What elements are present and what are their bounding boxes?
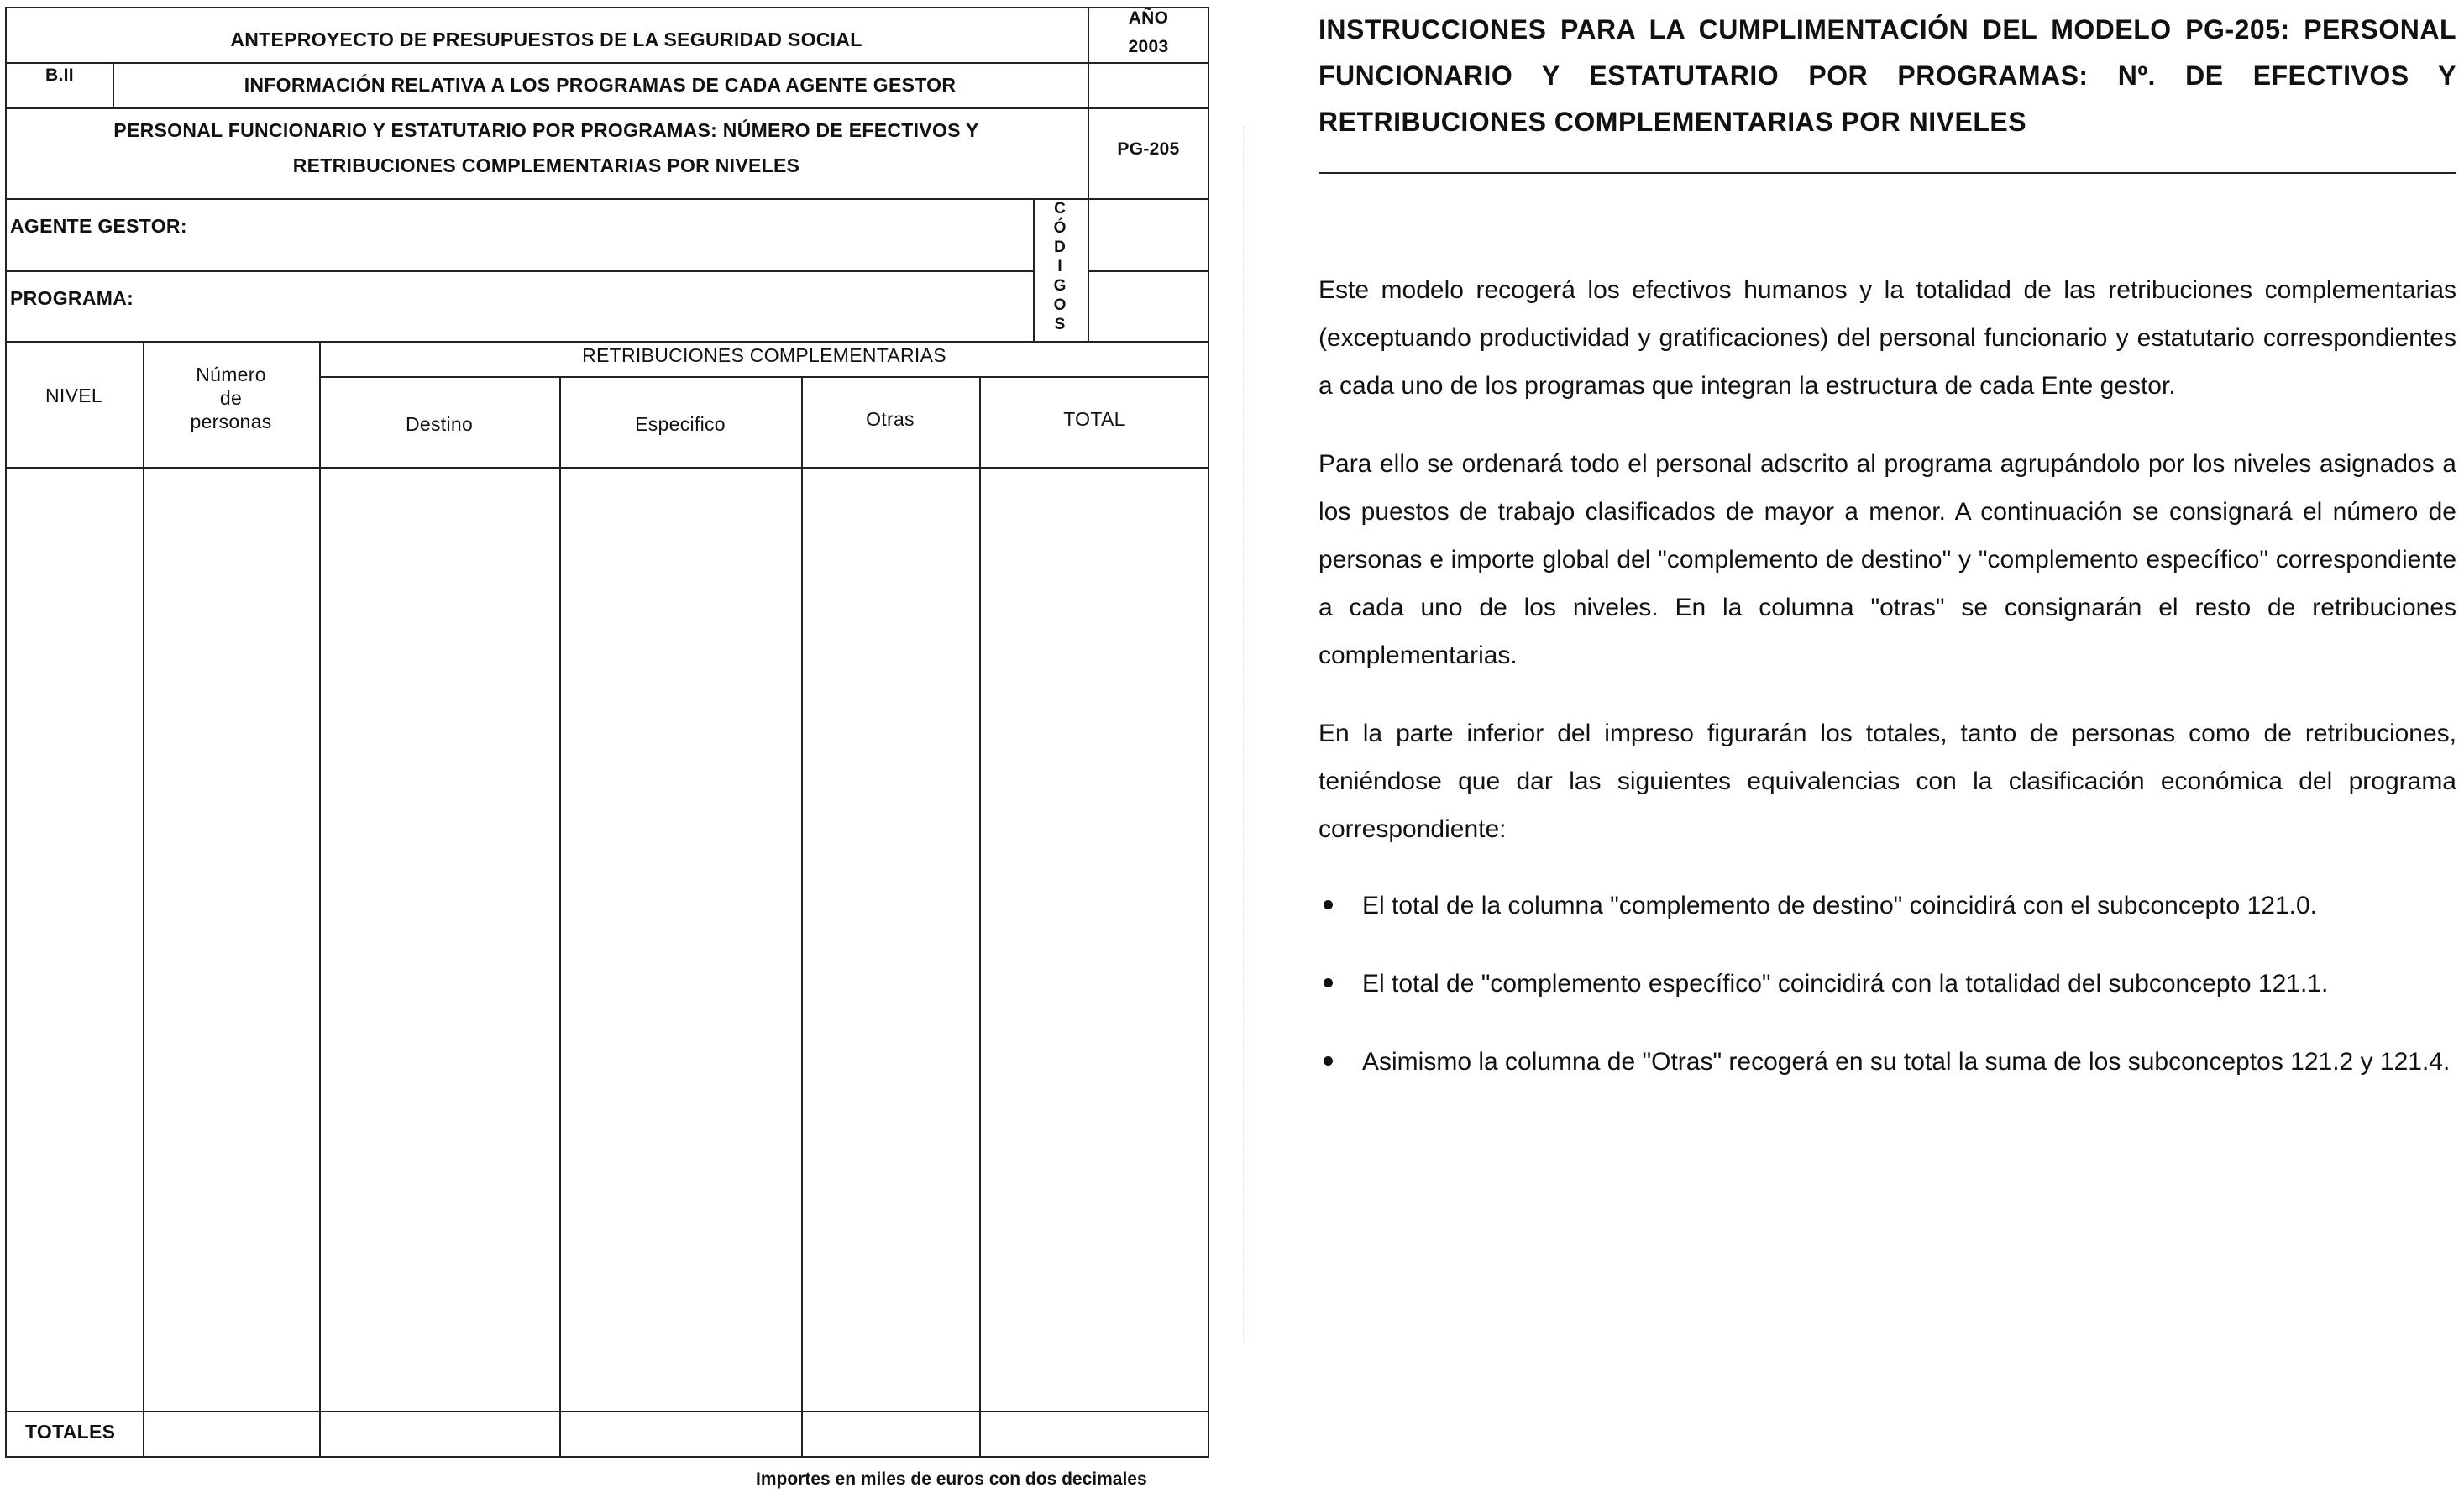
column-header-especifico: Especifico	[635, 413, 726, 435]
list-item	[1319, 1038, 2456, 1086]
instructions-title-line: FUNCIONARIO Y ESTATUTARIO POR PROGRAMAS: Nº. DE EFECTIVOS Y	[1319, 60, 2456, 91]
year-value: 2003	[1128, 37, 1169, 56]
bullet-icon	[1324, 1056, 1333, 1066]
instructions-bullet-list	[1319, 882, 2456, 1086]
section-title: INFORMACIÓN RELATIVA A LOS PROGRAMAS DE CADA AGENTE GESTOR	[244, 74, 957, 96]
bullet-text: El total de la columna "complemento de destino" coincidirá con el subconcepto 121.0.	[1362, 892, 2317, 919]
column-header-destino: Destino	[405, 413, 474, 435]
instructions-paragraph: Para ello se ordenará todo el personal adscrito al programa agrupándolo por los niveles asignados a los puestos de trabajo clasificados de mayor a menor. A continuación se consignará el número de personas e importe global del "complemento de destino" y "complemento específico" correspondiente a cada uno de los niveles. En la columna "otras" se consignarán el resto de retribuciones complementarias.	[1319, 450, 2456, 669]
divider	[5, 1411, 1209, 1412]
entry-area[interactable]	[7, 470, 1208, 1409]
codigos-label	[1051, 202, 1068, 332]
form-subtitle-line1: PERSONAL FUNCIONARIO Y ESTATUTARIO POR PROGRAMAS: NÚMERO DE EFECTIVOS Y	[113, 119, 979, 141]
divider	[1088, 198, 1089, 341]
programa-label: PROGRAMA:	[10, 287, 134, 309]
instructions-title-line: RETRIBUCIONES COMPLEMENTARIAS POR NIVELES	[1319, 107, 2027, 137]
instructions-rule	[1319, 172, 2456, 174]
year-label: AÑO	[1128, 8, 1169, 28]
column-header-numero-line: personas	[190, 411, 272, 432]
divider	[319, 376, 1209, 378]
divider	[5, 341, 1209, 343]
divider	[5, 467, 1209, 469]
budget-form-pg205	[0, 0, 1226, 1498]
codigos-letter: I	[1057, 258, 1062, 275]
codigos-letter: C	[1054, 200, 1066, 217]
bullet-icon	[1324, 900, 1333, 909]
column-header-numero-line: de	[219, 387, 243, 409]
bullet-text: El total de "complemento específico" coincidirá con la totalidad del subconcepto 121.1.	[1362, 970, 2329, 998]
codigos-letter: G	[1053, 277, 1067, 295]
codigos-letter: Ó	[1053, 219, 1067, 237]
divider	[1088, 270, 1209, 272]
bullet-icon	[1324, 978, 1333, 987]
divider	[1033, 198, 1035, 341]
list-item	[1319, 882, 2456, 930]
column-header-total: TOTAL	[1063, 408, 1125, 430]
codigos-letter: O	[1053, 296, 1067, 314]
instructions-title-line: INSTRUCCIONES PARA LA CUMPLIMENTACIÓN DEL MODELO PG-205: PERSONAL	[1319, 14, 2456, 45]
column-header-numero	[143, 363, 319, 433]
form-main-title: ANTEPROYECTO DE PRESUPUESTOS DE LA SEGURIDAD SOCIAL	[230, 29, 862, 50]
footnote: Importes en miles de euros con dos decimales	[756, 1469, 1147, 1489]
page-fold-line	[1243, 126, 1244, 1343]
section-code: B.II	[45, 65, 74, 85]
divider	[1088, 7, 1089, 198]
codigos-letter: S	[1054, 316, 1066, 333]
totales-label: TOTALES	[25, 1421, 116, 1443]
bullet-text: Asimismo la columna de "Otras" recogerá en su total la suma de los subconceptos 121.2 y 121.4.	[1362, 1048, 2451, 1076]
instructions-paragraph: En la parte inferior del impreso figurarán los totales, tanto de personas como de retribuciones, teniéndose que dar las siguientes equivalencias con la clasificación económica del programa correspondiente:	[1319, 720, 2456, 843]
form-subtitle-line2: RETRIBUCIONES COMPLEMENTARIAS POR NIVELES	[292, 155, 800, 176]
agente-gestor-label: AGENTE GESTOR:	[10, 215, 187, 237]
divider	[5, 198, 1209, 200]
instructions-paragraph: Este modelo recogerá los efectivos humanos y la totalidad de las retribuciones complementarias (exceptuando productividad y gratificaciones) del personal funcionario y estatutario correspondientes a cada uno de los programas que integran la estructura de cada Ente gestor.	[1319, 276, 2456, 400]
column-header-nivel: NIVEL	[45, 385, 102, 406]
divider	[5, 107, 1209, 109]
model-code: PG-205	[1117, 139, 1180, 159]
list-item	[1319, 960, 2456, 1008]
divider	[5, 270, 1033, 272]
column-group-retribuciones: RETRIBUCIONES COMPLEMENTARIAS	[582, 344, 946, 366]
instructions-panel	[1319, 7, 2456, 1086]
codigos-letter: D	[1054, 238, 1066, 256]
column-header-otras: Otras	[866, 408, 915, 430]
instructions-title	[1319, 7, 2456, 145]
column-header-numero-line: Número	[196, 364, 266, 385]
divider	[5, 62, 1209, 64]
